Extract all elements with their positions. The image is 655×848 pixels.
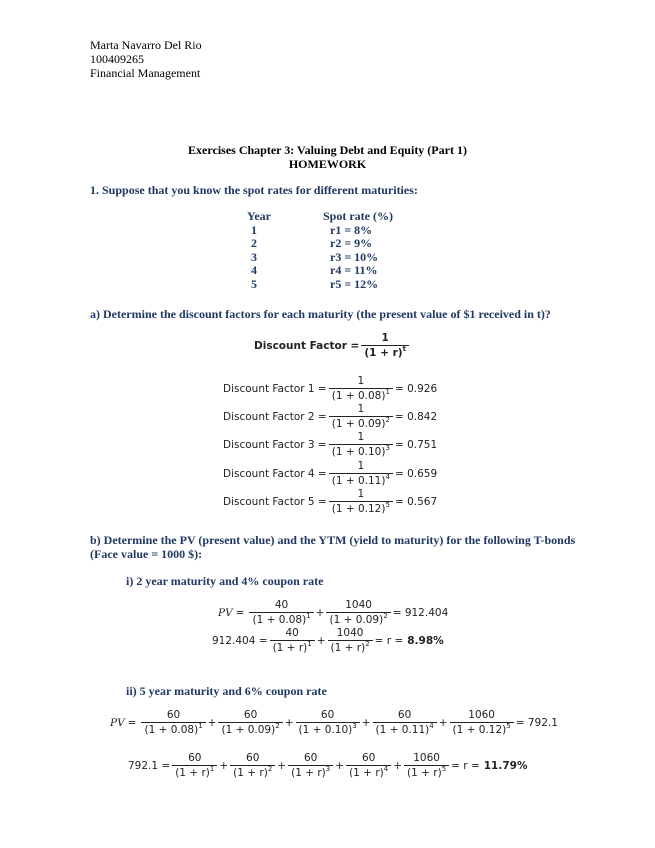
rate-cell: r4 = 11% [330, 263, 378, 277]
discount-factor-5 [223, 488, 437, 516]
rate-cell: r2 = 9% [330, 236, 373, 250]
factor-den-base: (1 + 0.09) [331, 418, 386, 430]
ytm-term [270, 627, 315, 655]
term-den-exp: 4 [383, 765, 389, 773]
term-den-base: (1 + 0.12) [452, 724, 507, 736]
pv-term [141, 709, 205, 737]
term-den-exp: 1 [307, 640, 312, 648]
term-numerator: 60 [320, 709, 335, 721]
term-numerator: 60 [243, 709, 258, 721]
factor-fraction [329, 460, 393, 488]
title-line-1: Exercises Chapter 3: Valuing Debt and Equity (Part 1) [188, 143, 467, 157]
term-den-base: (1 + 0.11) [375, 724, 430, 736]
term-den-base: (1 + 0.09) [221, 724, 276, 736]
document-title [0, 143, 655, 171]
factor-den-base: (1 + 0.08) [331, 390, 386, 402]
term-numerator: 1040 [336, 627, 364, 639]
term-denominator [328, 640, 373, 655]
term-denominator [141, 722, 205, 737]
b-i-pv-equation: PV = $\frac{40}{(1 + 0.08)^1}$ + $\frac{1040}{(1 + 0.09)^2}$ = 912.404 [218, 599, 449, 626]
term-den-base: (1 + 0.09) [329, 614, 384, 626]
term-denominator [230, 765, 275, 780]
rate-cell: r1 = 8% [330, 222, 373, 237]
rate-cell: r5 = 12% [330, 276, 379, 291]
term-denominator [270, 640, 315, 655]
table-row [247, 264, 393, 278]
factor-denominator [329, 416, 393, 431]
term-numerator: 1040 [345, 599, 372, 611]
pv-label: PV [110, 717, 125, 729]
discount-factor-4 [223, 460, 437, 488]
term-den-base: (1 + r) [330, 642, 366, 654]
factor-fraction [329, 431, 393, 459]
term-numerator: 60 [188, 752, 202, 764]
factor-label: Discount Factor 5 = [223, 496, 327, 508]
pv-label: PV [218, 607, 233, 619]
factor-fraction [329, 375, 393, 403]
factor-denominator [329, 473, 393, 488]
factor-label: Discount Factor 2 = [223, 411, 327, 423]
term-denominator [404, 765, 449, 780]
table-row [247, 251, 393, 265]
term-den-base: (1 + 0.08) [252, 614, 307, 626]
term-den-exp: 2 [383, 612, 388, 620]
factor-den-exp: 5 [385, 501, 390, 509]
term-numerator: 60 [397, 709, 412, 721]
term-numerator: 60 [303, 752, 318, 764]
student-id: 100409265 [90, 52, 144, 66]
term-den-base: (1 + r) [175, 767, 210, 779]
formula-denominator [361, 345, 409, 360]
term-numerator: 60 [361, 752, 376, 764]
factor-den-base: (1 + 0.10) [331, 446, 386, 458]
formula-den-exp: t [402, 345, 406, 353]
factor-numerator: 1 [357, 488, 365, 500]
b-i-ytm-equation: 912.404 = $\frac{40}{(1 + r)^1}$ + $\frac{1040}{(1 + r)^2}$ = r = 8.98% [212, 627, 444, 654]
term-den-exp: 5 [506, 722, 511, 730]
term-numerator: 40 [285, 627, 299, 639]
ytm-prefix: = r = [451, 760, 480, 772]
term-numerator: 60 [166, 709, 181, 721]
ytm-prefix: = r = [374, 635, 404, 647]
term-den-exp: 3 [325, 765, 331, 773]
term-denominator [172, 765, 217, 780]
year-cell: 2 [251, 236, 257, 250]
factor-numerator: 1 [357, 460, 365, 472]
ytm-term [328, 627, 373, 655]
table-row [247, 278, 393, 292]
term-den-base: (1 + r) [407, 767, 442, 779]
ytm-term [346, 752, 391, 780]
factor-den-exp: 3 [385, 444, 390, 452]
term-den-base: (1 + 0.08) [144, 724, 199, 736]
factor-den-exp: 1 [385, 388, 390, 396]
factor-den-exp: 2 [385, 416, 390, 424]
table-row [247, 224, 393, 238]
term-denominator [218, 722, 282, 737]
formula-numerator: 1 [381, 332, 389, 344]
question-b-prompt-line-1: b) Determine the PV (present value) and the YTM (yield to maturity) for the following T-bonds [90, 533, 576, 547]
ytm-result: 8.98% [407, 635, 444, 647]
factor-numerator: 1 [357, 403, 365, 415]
pv-result: = 792.1 [515, 717, 558, 729]
factor-label: Discount Factor 3 = [223, 439, 327, 451]
term-denominator [326, 612, 390, 627]
term-den-exp: 4 [429, 722, 434, 730]
question-1-prompt: 1. Suppose that you know the spot rates for different maturities: [90, 183, 418, 197]
title-line-2: HOMEWORK [288, 157, 367, 171]
term-denominator [296, 722, 360, 737]
factor-numerator: 1 [357, 375, 365, 387]
table-header-year: Year [247, 209, 271, 223]
table-row [247, 237, 393, 251]
factor-result: = 0.751 [394, 439, 438, 451]
term-denominator [346, 765, 391, 780]
factor-fraction [329, 488, 393, 516]
term-numerator: 60 [246, 752, 260, 764]
course-name: Financial Management [90, 66, 201, 80]
discount-factor-formula [254, 332, 411, 360]
ytm-label: 912.404 = [212, 635, 268, 647]
term-numerator: 1060 [413, 752, 440, 764]
year-cell: 4 [251, 263, 257, 277]
table-header-spot-rate: Spot rate (%) [323, 209, 393, 223]
term-denominator [249, 612, 313, 627]
question-a-prompt: a) Determine the discount factors for each maturity (the present value of $1 received in t)? [90, 307, 551, 321]
term-den-exp: 3 [352, 722, 357, 730]
question-b-ii-heading: ii) 5 year maturity and 6% coupon rate [126, 684, 327, 698]
discount-factor-3 [223, 431, 437, 459]
term-den-base: (1 + r) [272, 642, 308, 654]
term-numerator: 1060 [468, 709, 495, 721]
rate-cell: r3 = 10% [330, 249, 379, 264]
term-den-exp: 1 [198, 722, 203, 730]
term-denominator [373, 722, 437, 737]
formula-den-base: (1 + r) [364, 347, 403, 359]
ytm-term [404, 752, 449, 780]
factor-fraction [329, 403, 393, 431]
table-header-row [247, 210, 393, 224]
pv-result: = 912.404 [392, 607, 449, 619]
discount-factor-1 [223, 375, 437, 403]
term-denominator [288, 765, 333, 780]
pv-term [450, 709, 514, 737]
spot-rate-table [247, 210, 393, 291]
question-b-prompt [90, 533, 575, 561]
pv-term [249, 599, 313, 627]
term-den-base: (1 + 0.10) [298, 724, 353, 736]
term-den-base: (1 + r) [349, 767, 384, 779]
factor-label: Discount Factor 4 = [223, 468, 327, 480]
factor-denominator [329, 388, 393, 403]
ytm-term [230, 752, 275, 780]
term-den-exp: 2 [365, 640, 370, 648]
question-b-i-heading: i) 2 year maturity and 4% coupon rate [126, 574, 324, 588]
pv-term [326, 599, 390, 627]
term-den-exp: 1 [306, 612, 311, 620]
term-den-exp: 5 [441, 765, 447, 773]
term-denominator [450, 722, 514, 737]
term-den-exp: 2 [275, 722, 280, 730]
formula-label: Discount Factor = [254, 340, 360, 352]
factor-result: = 0.567 [394, 496, 438, 508]
term-den-base: (1 + r) [233, 767, 268, 779]
year-cell: 1 [251, 222, 257, 237]
student-header [90, 38, 202, 80]
ytm-term [288, 752, 333, 780]
question-b-prompt-line-2: (Face value = 1000 $): [90, 547, 203, 561]
pv-term [373, 709, 437, 737]
term-den-base: (1 + r) [291, 767, 326, 779]
discount-factor-2 [223, 403, 437, 431]
factor-denominator [329, 444, 393, 459]
term-numerator: 40 [274, 599, 289, 611]
term-den-exp: 2 [267, 765, 273, 773]
factor-den-base: (1 + 0.11) [331, 475, 386, 487]
factor-result: = 0.659 [394, 468, 438, 480]
year-cell: 3 [251, 249, 257, 264]
factor-denominator [329, 501, 393, 516]
b-ii-ytm-equation: 792.1 = $\frac{60}{(1 + r)^1}$ + $\frac{60}{(1 + r)^2}$ + $\frac{60}{(1 + r)^3}$ + $\frac{60}{(1 + r)^4}$ + $\frac{1060}{(1 + r)^5}$ = r = 11.79% [128, 752, 528, 779]
formula-fraction [361, 332, 409, 360]
student-name: Marta Navarro Del Rio [90, 38, 202, 52]
ytm-label: 792.1 = [128, 760, 171, 772]
factor-den-exp: 4 [385, 473, 390, 481]
ytm-term [172, 752, 217, 780]
factor-label: Discount Factor 1 = [223, 383, 327, 395]
term-den-exp: 1 [209, 765, 215, 773]
factor-den-base: (1 + 0.12) [331, 503, 386, 515]
factor-numerator: 1 [357, 431, 365, 443]
year-cell: 5 [251, 276, 257, 291]
factor-result: = 0.926 [394, 383, 438, 395]
factor-result: = 0.842 [394, 411, 438, 423]
b-ii-pv-equation: PV = $\frac{60}{(1 + 0.08)^1}$ + $\frac{60}{(1 + 0.09)^2}$ + $\frac{60}{(1 + 0.10)^3}$ + $\frac{60}{(1 + 0.11)^4}$ + $\frac{1060}{(1 + 0.12)^5}$ = 792.1 [110, 709, 558, 736]
pv-term [218, 709, 282, 737]
pv-term [296, 709, 360, 737]
ytm-result: 11.79% [483, 760, 528, 772]
